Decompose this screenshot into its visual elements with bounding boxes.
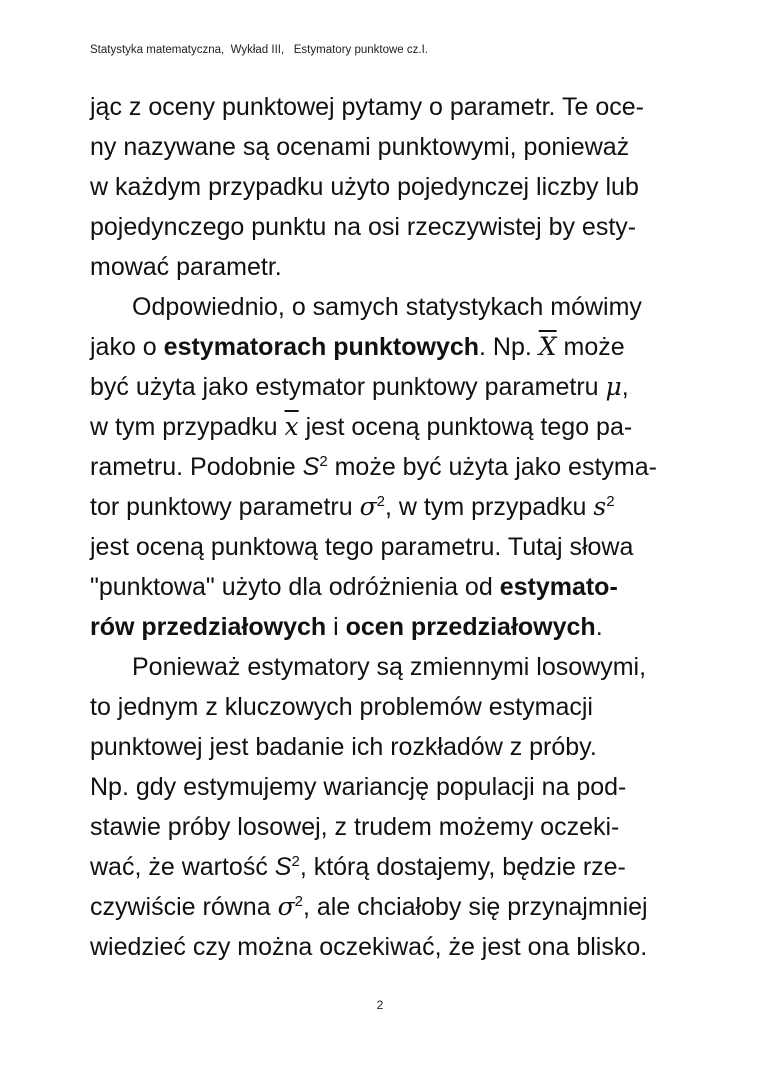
math-symbol: $\overline{X}$ xyxy=(538,332,557,361)
text-line: Np. gdy estymujemy wariancję populacji na pod- xyxy=(90,773,627,801)
math-symbol: μ xyxy=(605,372,622,401)
running-header: Statystyka matematyczna, Wykład III, Estymatory punktowe cz.I. xyxy=(90,44,428,56)
text-span: , w tym przypadku xyxy=(385,493,594,521)
text-span: jest oceną punktową tego pa- xyxy=(298,413,633,441)
text-line: stawie próby losowej, z trudem możemy oczeki- xyxy=(90,813,620,841)
superscript: 2 xyxy=(319,453,328,470)
text-line: mować parametr. xyxy=(90,253,282,281)
text-span: w tym przypadku xyxy=(90,413,285,441)
text-span: "punktowa" użyto dla odróżnienia od xyxy=(90,573,500,601)
text-span: jako o xyxy=(90,333,164,361)
text-span: . xyxy=(595,613,603,641)
text-line xyxy=(90,372,629,402)
superscript: 2 xyxy=(376,493,385,510)
math-symbol: s xyxy=(593,492,607,521)
text-line: pojedynczego punktu na osi rzeczywistej by esty- xyxy=(90,213,637,241)
text-span: , którą dostajemy, będzie rze- xyxy=(299,853,626,881)
text-span: i xyxy=(326,613,346,641)
math-symbol: S xyxy=(274,853,292,881)
math-symbol: σ xyxy=(277,892,295,921)
math-symbol: σ xyxy=(359,492,377,521)
superscript: 2 xyxy=(291,853,300,870)
text-span: , ale chciałoby się przynajmniej xyxy=(302,893,648,921)
bold-term: ocen przedziałowych xyxy=(345,613,596,641)
text-span: . Np. xyxy=(479,333,539,361)
text-span: czywiście równa xyxy=(90,893,278,921)
text-line xyxy=(90,452,657,482)
bold-term: rów przedziałowych xyxy=(90,613,327,641)
text-span: może xyxy=(556,333,625,361)
superscript: 2 xyxy=(606,493,615,510)
text-line: wiedzieć czy można oczekiwać, że jest ona blisko. xyxy=(90,933,648,961)
superscript: 2 xyxy=(294,893,303,910)
bold-term: estymatorach punktowych xyxy=(163,333,480,361)
text-line: punktowej jest badanie ich rozkładów z próby. xyxy=(90,733,597,761)
text-span: rametru. Podobnie xyxy=(90,453,303,481)
text-line: jest oceną punktową tego parametru. Tutaj słowa xyxy=(90,533,634,561)
text-line xyxy=(90,412,632,442)
math-symbol: S xyxy=(302,453,320,481)
text-span: wać, że wartość xyxy=(90,853,275,881)
text-line: jąc z oceny punktowej pytamy o parametr. Te oce- xyxy=(90,93,644,121)
text-line xyxy=(90,852,626,882)
text-span: może być użyta jako estyma- xyxy=(327,453,657,481)
text-line xyxy=(90,572,618,602)
text-line xyxy=(90,892,648,922)
text-line: Ponieważ estymatory są zmiennymi losowymi, xyxy=(132,653,647,681)
text-line xyxy=(90,612,603,642)
text-line: to jednym z kluczowych problemów estymacji xyxy=(90,693,593,721)
text-span: tor punktowy parametru xyxy=(90,493,360,521)
text-line: w każdym przypadku użyto pojedynczej liczby lub xyxy=(90,173,639,201)
text-span: być użyta jako estymator punktowy parametru xyxy=(90,373,606,401)
text-line xyxy=(90,332,625,362)
page-number: 2 xyxy=(376,998,384,1012)
bold-term: estymato- xyxy=(499,573,618,601)
text-line: Odpowiednio, o samych statystykach mówimy xyxy=(132,293,642,321)
text-span: , xyxy=(621,373,629,401)
text-line: ny nazywane są ocenami punktowymi, ponieważ xyxy=(90,133,630,161)
text-line xyxy=(90,492,615,522)
math-symbol: $\overline{x}$ xyxy=(284,412,299,441)
